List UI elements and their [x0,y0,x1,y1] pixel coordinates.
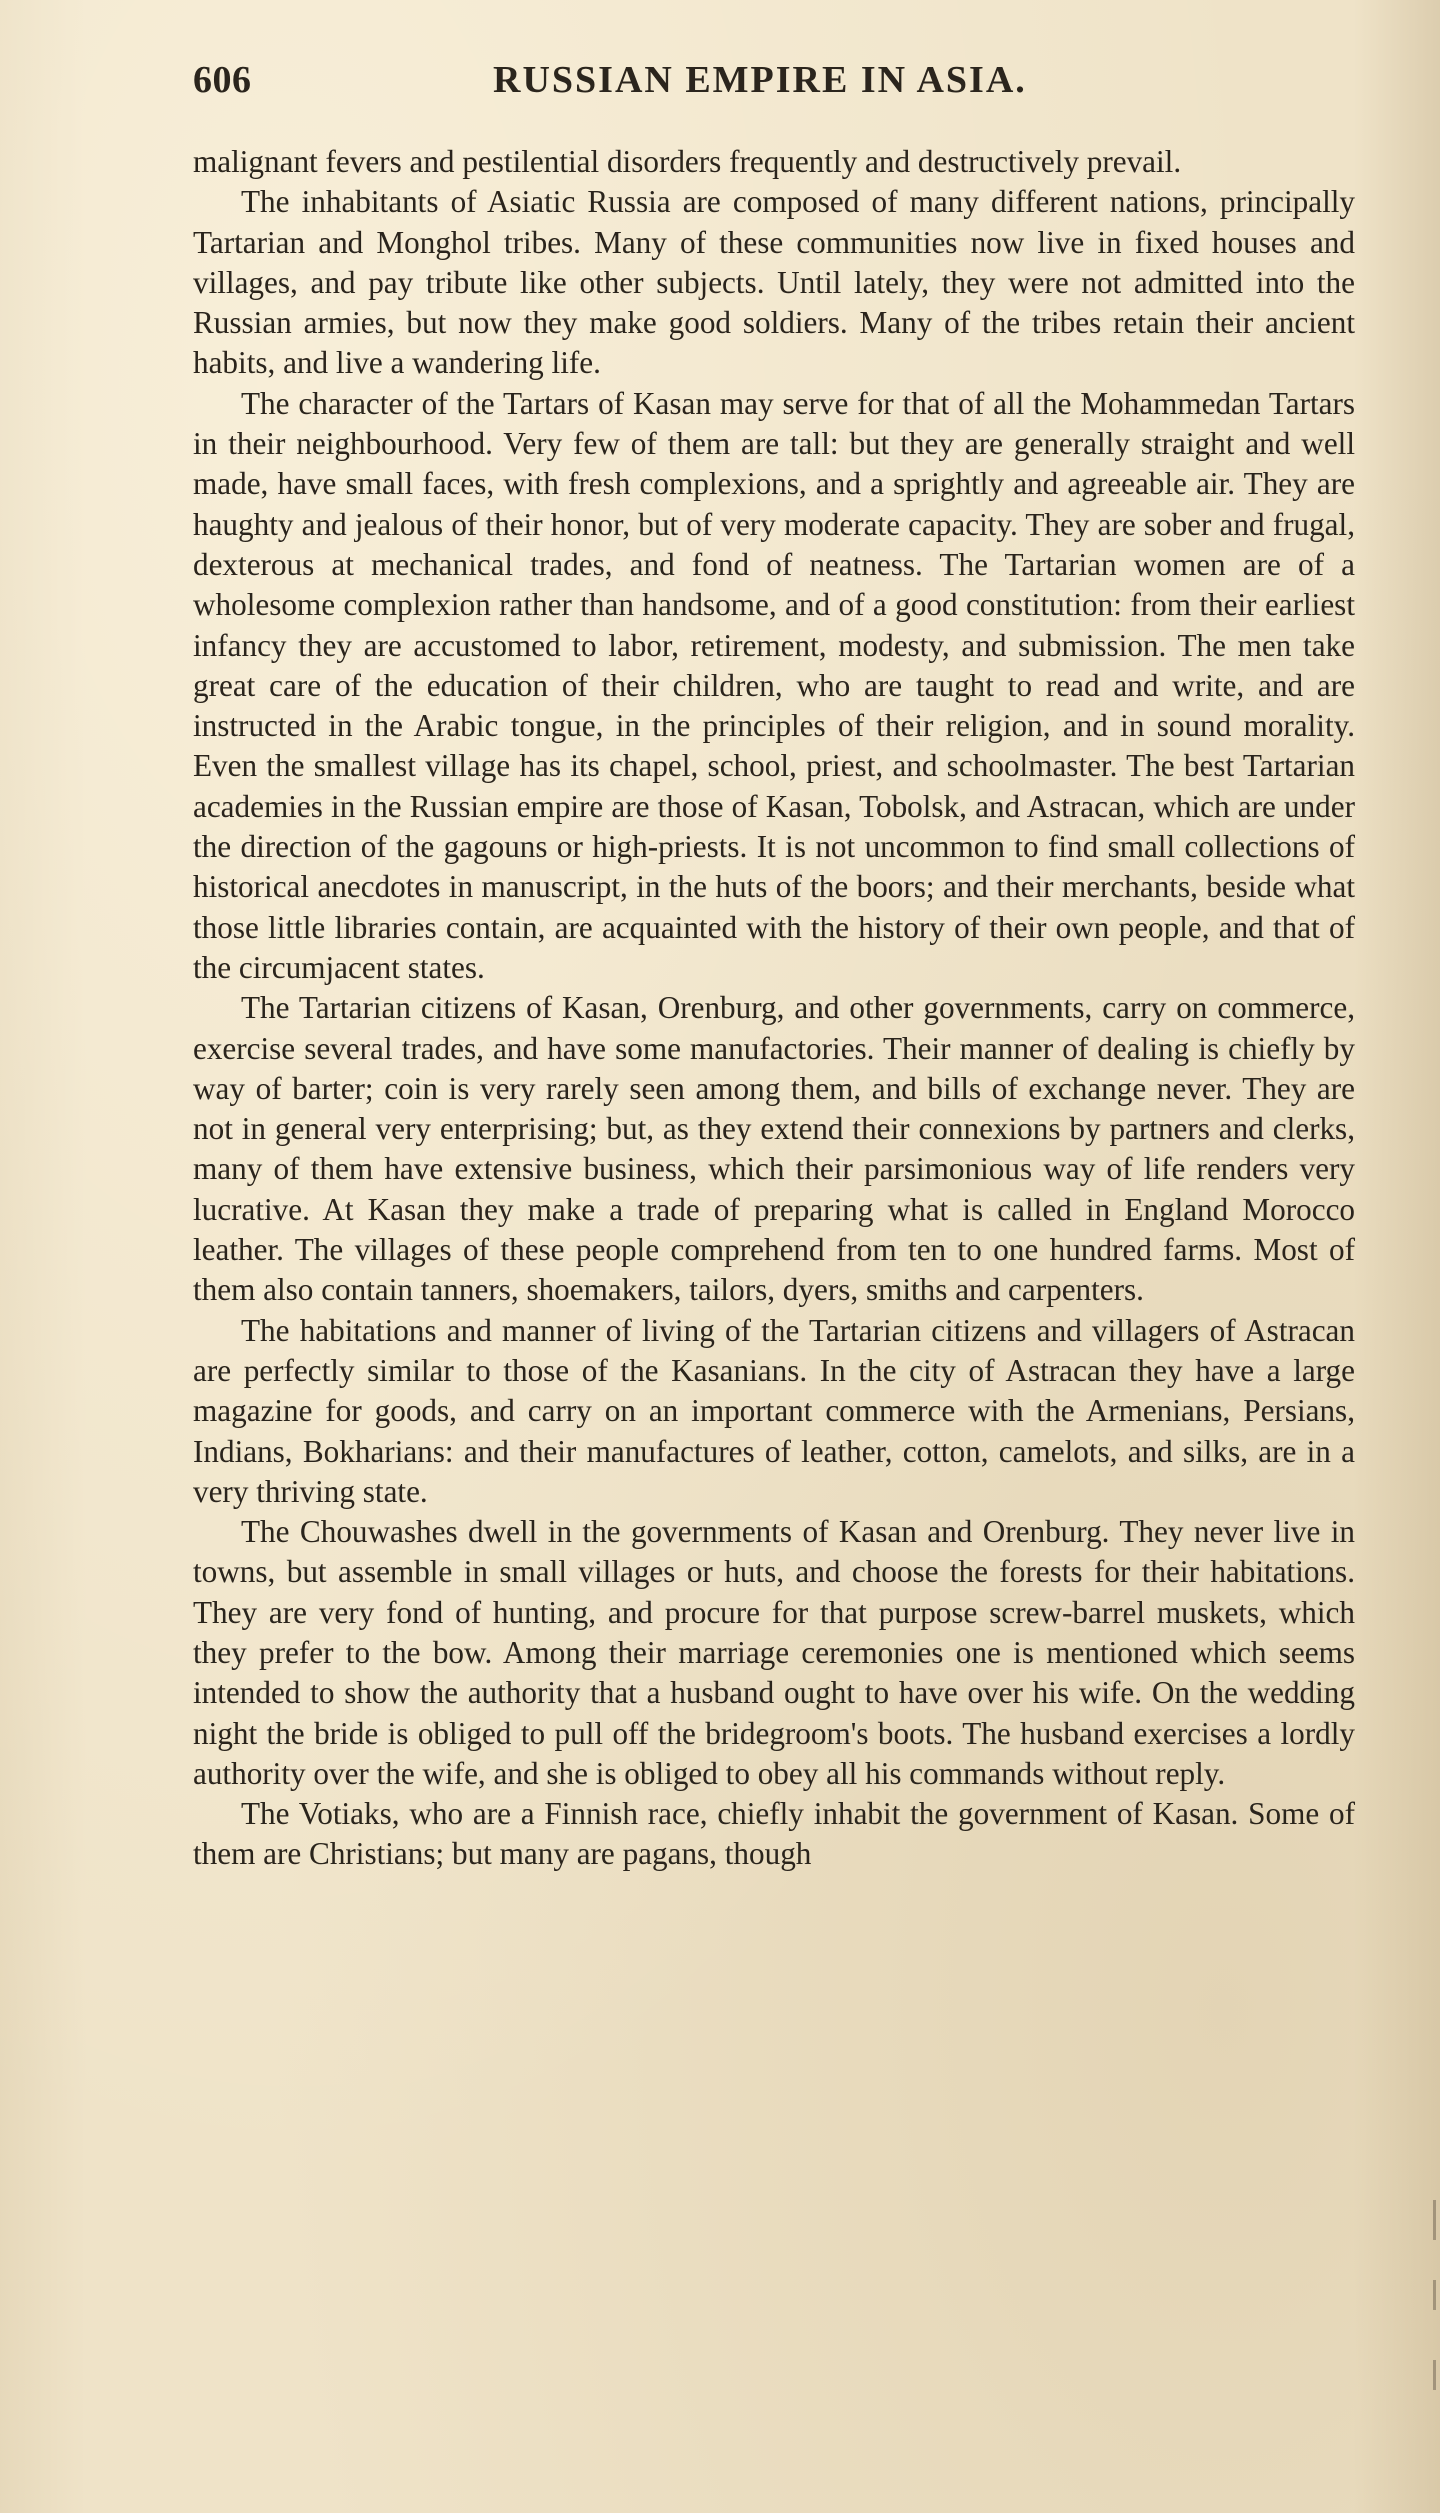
paragraph-chouwashes: The Chouwashes dwell in the governments of Kasan and Orenburg. They never live in towns, but assemble in small villages or huts, and choose the forests for their habitations. They are very fond of hunting, and procure for that purpose screw-barrel muskets, which they prefer to the bow. Among their marriage ceremonies one is mentioned which seems intended to show the authority that a husband ought to have over his wife. On the wedding night the bride is obliged to pull off the bridegroom's boots. The husband exercises a lordly authority over the wife, and she is obliged to obey all his commands without reply. [193,1514,1355,1791]
running-title: RUSSIAN EMPIRE IN ASIA. [493,59,1027,101]
page-edge-mark [1433,2360,1436,2390]
page-edge-mark [1433,2200,1436,2240]
book-page [193,50,1355,1875]
body-text [193,142,1355,1875]
paragraph-astracan: The habitations and manner of living of the Tartarian citizens and villagers of Astracan are perfectly similar to those of the Kasanians. In the city of Astracan they have a large magazine for goods, and carry on an important commerce with the Armenians, Persians, Indians, Bokharians: and their manufactures of leather, cotton, camelots, and silks, are in a very thriving state. [193,1312,1355,1509]
paragraph-inhabitants: The inhabitants of Asiatic Russia are composed of many different nations, principally Tartarian and Monghol tribes. Many of these communities now live in fixed houses and villages, and pay tribute like other subjects. Until lately, they were not admitted into the Russian armies, but now they make good soldiers. Many of the tribes retain their ancient habits, and live a wandering life. [193,184,1355,381]
paragraph-continuation: malignant fevers and pestilential disorders frequently and destructively prevail. [193,144,1182,179]
page-edge-mark [1433,2280,1436,2310]
running-head [193,50,1355,120]
paragraph-tartars-of-kasan: The character of the Tartars of Kasan may serve for that of all the Mohammedan Tartars in their neighbourhood. Very few of them are tall: but they are generally straight and well made, have small faces, with fresh complexions, and a sprightly and agreeable air. They are haughty and jealous of their honor, but of very moderate capacity. They are sober and frugal, dexterous at mechanical trades, and fond of neatness. The Tartarian women are of a wholesome complexion rather than handsome, and of a good constitution: from their earliest infancy they are accustomed to labor, retirement, modesty, and submission. The men take great care of the education of their children, who are taught to read and write, and are instructed in the Arabic tongue, in the principles of their religion, and in sound morality. Even the smallest village has its chapel, school, priest, and schoolmaster. The best Tartarian academies in the Russian empire are those of Kasan, Tobolsk, and Astracan, which are under the direction of the gagouns or high-priests. It is not uncommon to find small collections of historical anecdotes in manuscript, in the huts of the boors; and their merchants, beside what those little libraries contain, are acquainted with the history of their own people, and that of the circumjacent states. [193,385,1355,985]
paragraph-votiaks: The Votiaks, who are a Finnish race, chiefly inhabit the government of Kasan. Some of them are Christians; but many are pagans, though [193,1796,1355,1872]
paragraph-tartarian-citizens: The Tartarian citizens of Kasan, Orenburg, and other governments, carry on commerce, exercise several trades, and have some manufactories. Their manner of dealing is chiefly by way of barter; coin is very rarely seen among them, and bills of exchange never. They are not in general very enterprising; but, as they extend their connexions by partners and clerks, many of them have extensive business, which their parsimonious way of life renders very lucrative. At Kasan they make a trade of preparing what is called in England Morocco leather. The villages of these people comprehend from ten to one hundred farms. Most of them also contain tanners, shoemakers, tailors, dyers, smiths and carpenters. [193,990,1355,1308]
page-number: 606 [193,59,252,101]
